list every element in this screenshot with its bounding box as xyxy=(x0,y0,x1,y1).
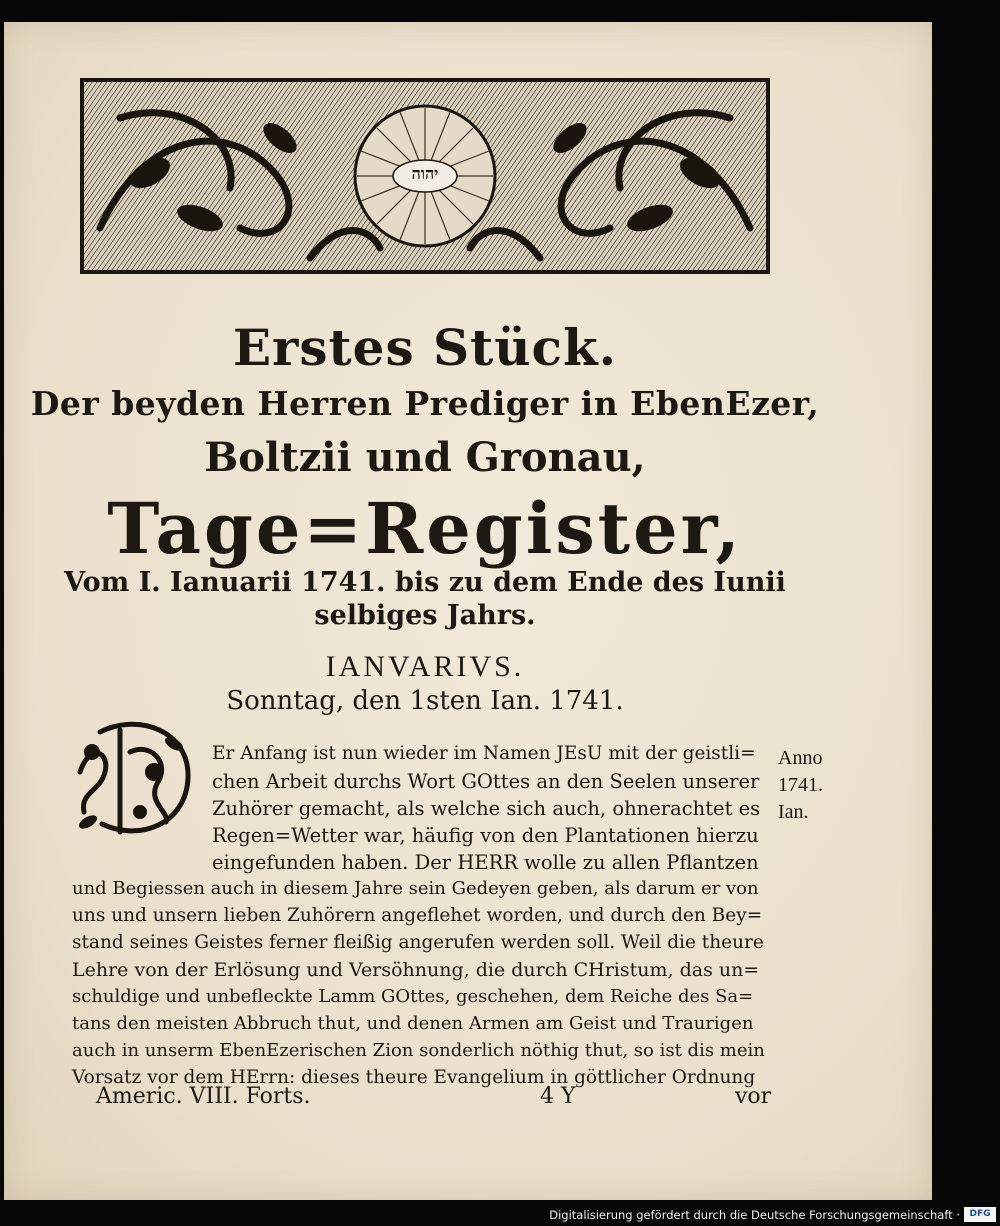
decorated-initial xyxy=(70,712,198,844)
credit-bar xyxy=(0,1204,1000,1226)
catchword: vor xyxy=(735,1084,772,1109)
credit-text: Digitalisierung gefördert durch die Deutsche Forschungsgemeinschaft · xyxy=(549,1208,960,1222)
body-line-13: Vorsatz vor dem HErrn: dieses theure Evangelium in göttlicher Ordnung xyxy=(72,1067,756,1088)
entry-date: Sonntag, den 1sten Ian. 1741. xyxy=(226,686,624,716)
body-line-1: Er Anfang ist nun wieder im Namen JEsU mit der geistli= xyxy=(212,743,756,764)
body-line-7: uns und unsern lieben Zuhörern angeflehet worden, und durch den Bey= xyxy=(72,905,763,926)
main-title: Tage=Register, xyxy=(107,487,743,570)
margin-note-year-label: Anno xyxy=(778,747,823,769)
ornamental-headpiece xyxy=(80,78,770,274)
subtitle-preachers: Der beyden Herren Prediger in EbenEzer, xyxy=(30,384,820,423)
body-line-12: auch in unserm EbenEzerischen Zion sonderlich nöthig thut, so ist dis mein xyxy=(72,1040,765,1061)
body-line-5: eingefunden haben. Der HERR wolle zu allen Pflantzen xyxy=(212,851,759,874)
signature-mark: Americ. VIII. Forts. xyxy=(96,1084,311,1109)
margin-note-month: Ian. xyxy=(778,801,809,823)
body-line-3: Zuhörer gemacht, als welche sich auch, ohnerachtet es xyxy=(212,797,761,820)
body-line-6: und Begiessen auch in diesem Jahre sein Gedeyen geben, als darum er von xyxy=(72,878,759,899)
body-line-4: Regen=Wetter war, häufig von den Plantationen hierzu xyxy=(212,824,759,847)
section-title: Erstes Stück. xyxy=(232,318,618,377)
dfg-logo-icon: DFG xyxy=(964,1207,996,1222)
gathering-mark: 4 Y xyxy=(540,1084,576,1109)
subtitle-names: Boltzii und Gronau, xyxy=(204,434,646,481)
date-range-line-1: Vom I. Ianuarii 1741. bis zu dem Ende des Iunii xyxy=(64,567,786,598)
body-line-8: stand seines Geistes ferner fleißig angerufen werden soll. Weil die theure xyxy=(72,932,764,953)
body-line-11: tans den meisten Abbruch thut, und denen Armen am Geist und Traurigen xyxy=(72,1013,754,1034)
body-line-9: Lehre von der Erlösung und Versöhnung, die durch CHristum, das un= xyxy=(72,959,760,981)
month-heading: IANVARIVS. xyxy=(325,650,525,683)
date-range-line-2: selbiges Jahrs. xyxy=(314,600,536,631)
divine-name-emblem: יהוה xyxy=(411,164,439,183)
margin-note-year: 1741. xyxy=(778,774,823,796)
body-line-10: schuldige und unbefleckte Lamm GOttes, geschehen, dem Reiche des Sa= xyxy=(72,986,754,1007)
body-line-2: chen Arbeit durchs Wort GOttes an den Seelen unserer xyxy=(212,770,760,793)
